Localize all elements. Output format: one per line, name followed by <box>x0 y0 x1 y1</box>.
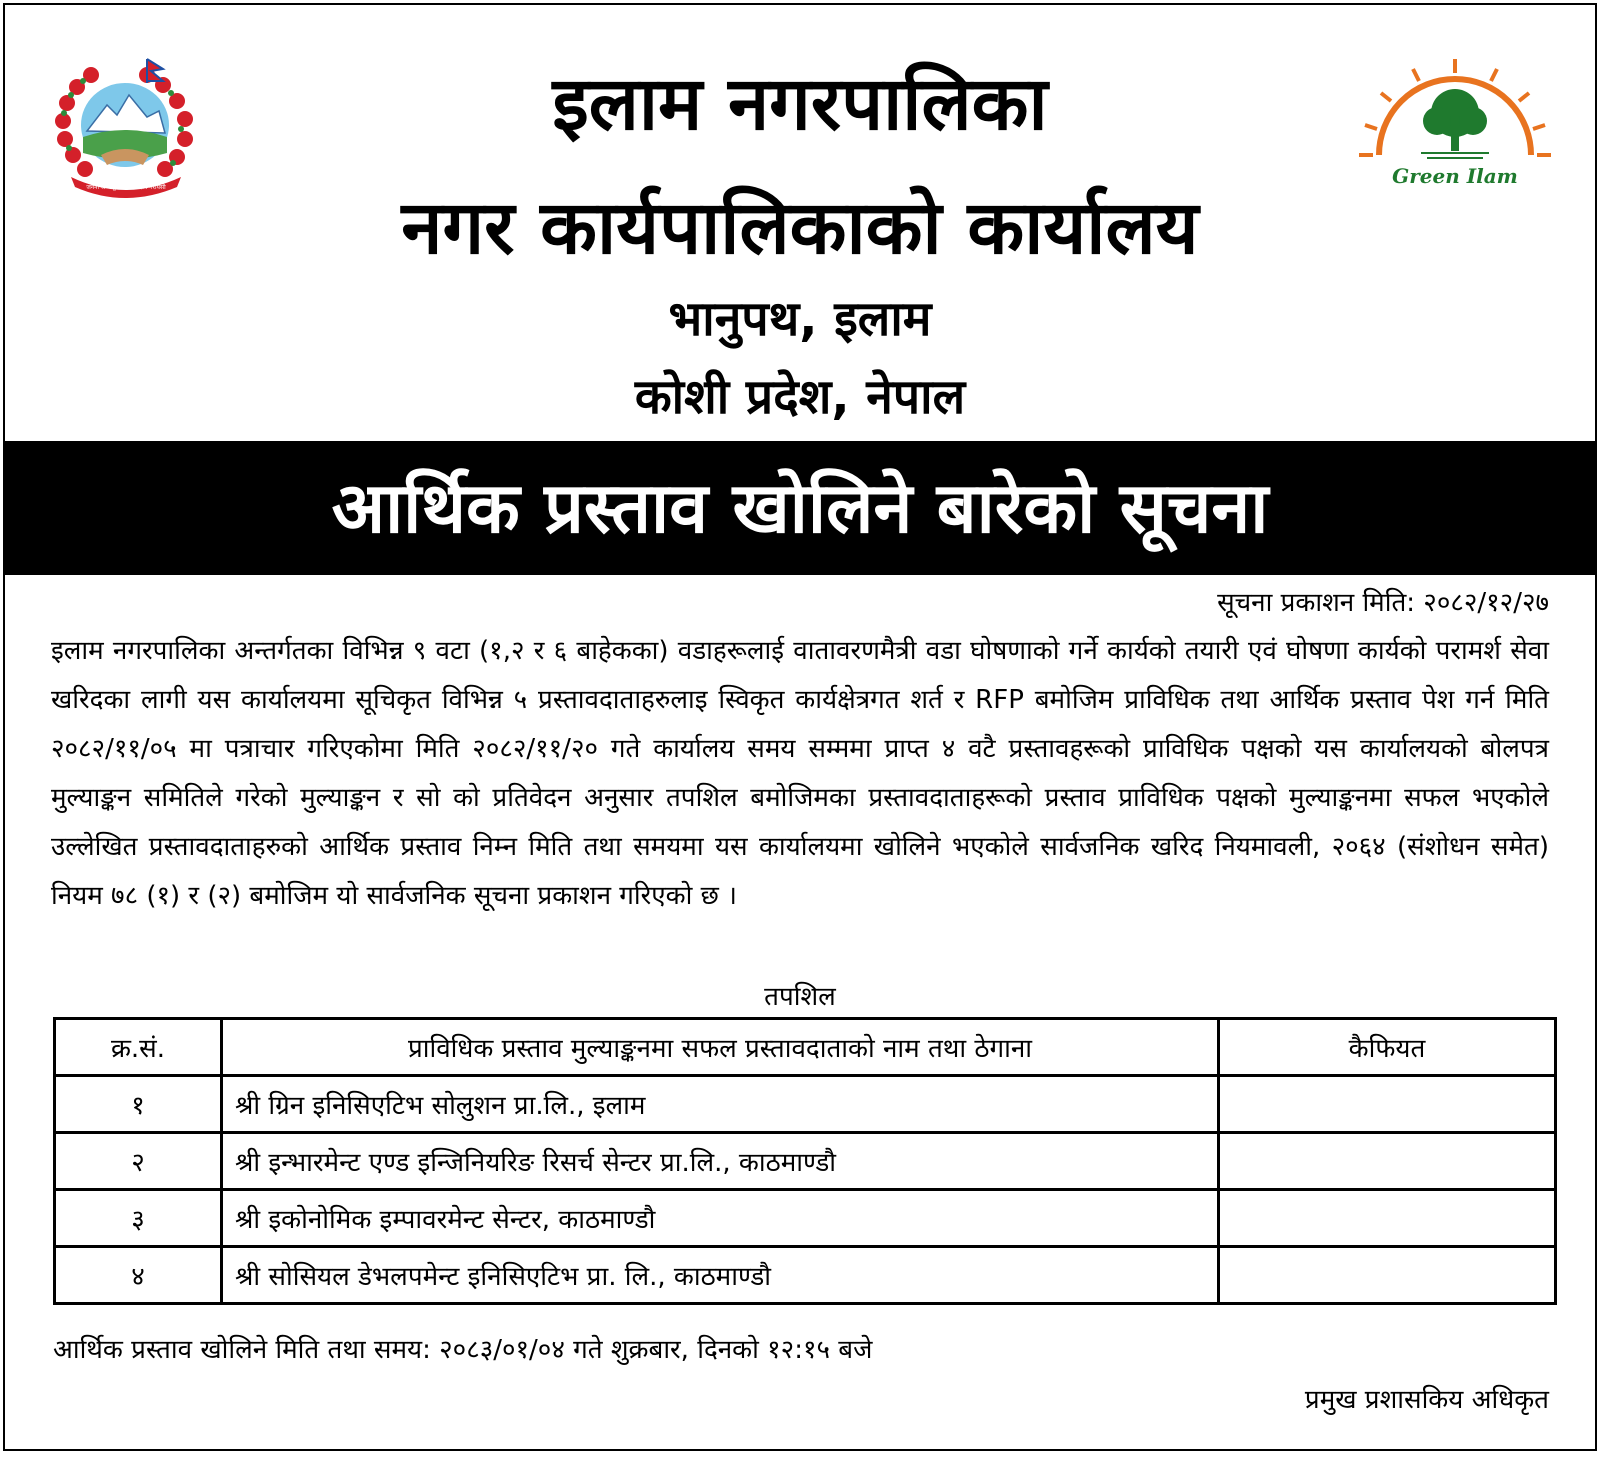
notice-body: इलाम नगरपालिका अन्तर्गतका विभिन्न ९ वटा (१,२ र ६ बाहेकका) वडाहरूलाई वातावरणमैत्री वडा घोषणाको गर्ने कार्यको तयारी एवं घोषणा कार्यको परामर्श सेवा खरिदका लागी यस कार्यालयमा सूचिकृत विभिन्न ५ प्रस्तावदाताहरुलाइ स्विकृत कार्यक्षेत्रगत शर्त र RFP बमोजिम प्राविधिक तथा आर्थिक प्रस्ताव पेश गर्न मिति २०८२/११/०५ मा पत्राचार गरिएकोमा मिति २०८२/११/२० गते कार्यालय समय सम्ममा प्राप्त ४ वटै प्रस्तावहरूको प्राविधिक पक्षको यस कार्यालयको बोलपत्र मुल्याङ्कन समितिले गरेको मुल्याङ्कन र सो को प्रतिवेदन अनुसार तपशिल बमोजिमका प्रस्तावदाताहरूको प्रस्ताव प्राविधिक पक्षको मुल्याङ्कनमा सफल भएकोले उल्लेखित प्रस्तावदाताहरुको आर्थिक प्रस्ताव निम्न मिति तथा समयमा यस कार्यालयमा खोलिने भएकोले सार्वजनिक खरिद नियमावली, २०६४ (संशोधन समेत) नियम ७८ (१) र (२) बमोजिम यो सार्वजनिक सूचना प्रकाशन गरिएको छ । <box>51 636 1549 911</box>
emblem-motto: जननी जन्मभूमिश्च स्वर्गादपि गरीयसी <box>86 184 166 191</box>
signatory: प्रमुख प्रशासकिय अधिकृत <box>1304 1385 1549 1415</box>
header-bidder-name: प्राविधिक प्रस्ताव मुल्याङ्कनमा सफल प्रस्तावदाताको नाम तथा ठेगाना <box>222 1019 1219 1076</box>
header-serial-number: क्र.सं. <box>55 1019 222 1076</box>
row-bidder-name: श्री इकोनोमिक इम्पावरमेन्ट सेन्टर, काठमाण्डौ <box>222 1190 1219 1247</box>
publication-date: सूचना प्रकाशन मिति: २०८२/१२/२७ <box>1217 588 1549 618</box>
successful-bidders-table <box>53 1017 1557 1305</box>
row-serial-number: ३ <box>55 1190 222 1247</box>
org-name: इलाम नगरपालिका <box>552 61 1048 147</box>
row-remarks <box>1219 1076 1556 1133</box>
notice-title-banner: आर्थिक प्रस्ताव खोलिने बारेको सूचना <box>5 441 1595 575</box>
row-bidder-name: श्री इन्भारमेन्ट एण्ड इन्जिनियरिङ रिसर्च सेन्टर प्रा.लि., काठमाण्डौ <box>222 1133 1219 1190</box>
row-remarks <box>1219 1133 1556 1190</box>
green-ilam-logo-text: Green Ilam <box>1392 164 1518 188</box>
row-serial-number: ४ <box>55 1247 222 1304</box>
table-row <box>55 1247 1556 1304</box>
notice-page <box>3 3 1597 1451</box>
table-row <box>55 1133 1556 1190</box>
row-bidder-name: श्री ग्रिन इनिसिएटिभ सोलुशन प्रा.लि., इलाम <box>222 1076 1219 1133</box>
row-remarks <box>1219 1247 1556 1304</box>
header <box>5 5 1595 441</box>
green-ilam-tree-sun-icon <box>1355 55 1555 195</box>
schedule-heading: तपशिल <box>764 982 836 1012</box>
address-line: भानुपथ, इलाम <box>668 291 932 347</box>
table-header-row <box>55 1019 1556 1076</box>
row-remarks <box>1219 1190 1556 1247</box>
table-row <box>55 1190 1556 1247</box>
row-serial-number: २ <box>55 1133 222 1190</box>
opening-datetime: आर्थिक प्रस्ताव खोलिने मिति तथा समय: २०८३/०१/०४ गते शुक्रबार, दिनको १२:१५ बजे <box>53 1335 873 1365</box>
header-remarks: कैफियत <box>1219 1019 1556 1076</box>
province-line: कोशी प्रदेश, नेपाल <box>634 369 966 425</box>
row-serial-number: १ <box>55 1076 222 1133</box>
office-name: नगर कार्यपालिकाको कार्यालय <box>401 185 1199 271</box>
row-bidder-name: श्री सोसियल डेभलपमेन्ट इनिसिएटिभ प्रा. लि., काठमाण्डौ <box>222 1247 1219 1304</box>
table-row <box>55 1076 1556 1133</box>
